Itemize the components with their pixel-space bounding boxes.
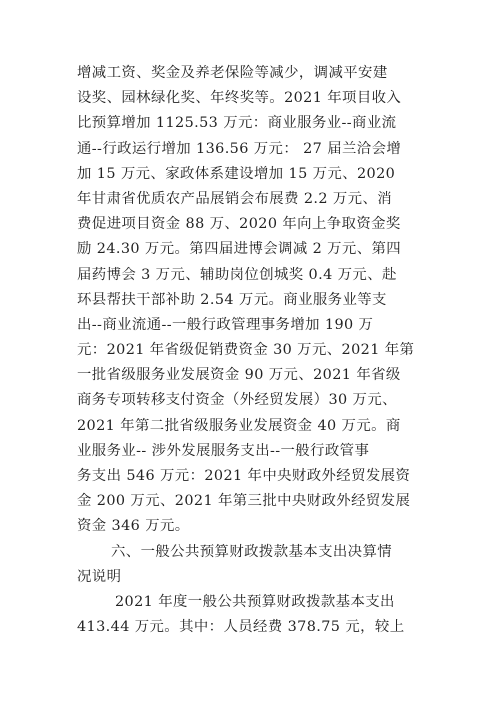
text-line: 出--商业流通--一般行政管理事务增加 190 万: [77, 316, 374, 333]
text-line: 商务专项转移支付资金（外经贸发展）30 万元、: [77, 392, 397, 409]
text-line: 增减工资、奖金及养老保险等减少，调减平安建: [77, 65, 388, 81]
text-line: 金 200 万元、2021 年第三批中央财政外经贸发展: [77, 493, 411, 510]
text-line: 2021 年第二批省级服务业发展资金 40 万元。商: [77, 417, 401, 434]
text-line: 元：2021 年省级促销费资金 30 万元、2021 年第: [77, 342, 415, 359]
text-line: 资金 346 万元。: [77, 518, 190, 535]
text-line: 费促进项目资金 88 万、2020 年向上争取资金奖: [77, 216, 401, 233]
paragraph-line: 413.44 万元。其中：人员经费 378.75 元，较上: [77, 619, 405, 636]
text-line: 设奖、园林绿化奖、年终奖等。2021 年项目收入: [77, 90, 402, 107]
paragraph-line: 2021 年度一般公共预算财政拨款基本支出: [115, 593, 395, 610]
text-line: 环县帮扶干部补助 2.54 万元。商业服务业等支: [77, 291, 387, 308]
section-heading-continuation: 况说明: [77, 568, 122, 585]
document-body: [77, 61, 435, 640]
text-line: 励 24.30 万元。第四届进博会调减 2 万元、第四: [77, 241, 402, 258]
text-line: 年甘肃省优质农产品展销会布展费 2.2 万元、消: [77, 190, 393, 207]
section-heading: 六、一般公共预算财政拨款基本支出决算情: [111, 543, 393, 560]
text-line: 加 15 万元、家政体系建设增加 15 万元、2020: [77, 165, 396, 182]
text-line: 务支出 546 万元：2021 年中央财政外经贸发展资: [77, 468, 411, 484]
text-line: 通--行政运行增加 136.56 万元： 27 届兰洽会增: [77, 140, 402, 157]
text-line: 一批省级服务业发展资金 90 万元、2021 年省级: [77, 367, 401, 384]
text-line: 业服务业-- 涉外发展服务支出--一般行政管事: [77, 442, 370, 459]
text-line: 比预算增加 1125.53 万元：商业服务业--商业流: [77, 115, 397, 132]
text-line: 届药博会 3 万元、辅助岗位创城奖 0.4 万元、赴: [77, 266, 397, 283]
